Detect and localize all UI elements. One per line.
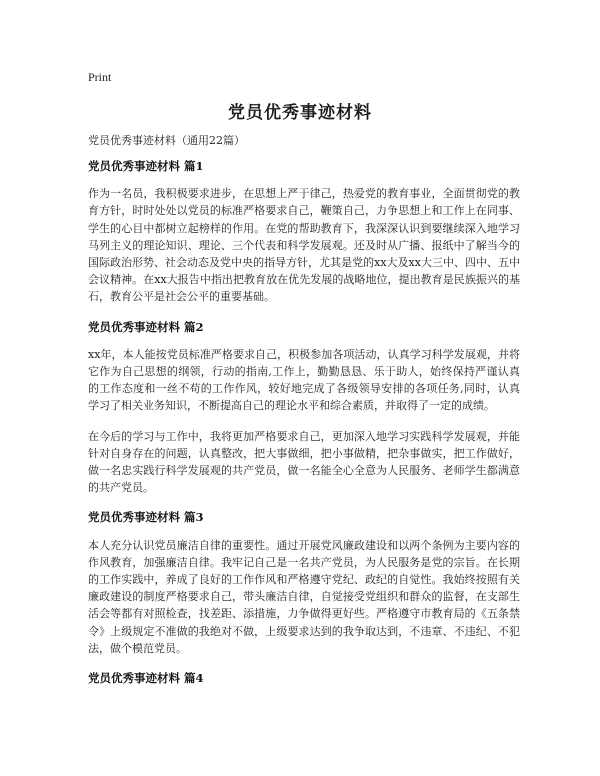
- print-label: Print: [88, 70, 112, 84]
- paragraph: xx年，本人能按党员标准严格要求自己，积极参加各项活动，认真学习科学发展观，并将它作为自己思想的纲领，行动的指南,工作上，勤勤恳恳、乐于助人，始终保持严谨认真的工作态度和一丝不苟的工作作风，较好地完成了各级领导安排的各项任务,同时，认真学习了相关业务知识，不断提高自己的理论水平和综合素质，并取得了一定的成绩。: [88, 347, 520, 413]
- section-heading: 党员优秀事迹材料 篇3: [88, 510, 204, 525]
- page-title: 党员优秀事迹材料: [228, 103, 372, 123]
- document-body: [88, 158, 520, 697]
- page-subtitle: 党员优秀事迹材料（通用22篇）: [88, 134, 245, 147]
- section-heading: 党员优秀事迹材料 篇4: [88, 671, 204, 686]
- paragraph: 本人充分认识党员廉洁自律的重要性。通过开展党风廉政建设和以两个条例为主要内容的作风教育，加强廉洁自律。我牢记自己是一名共产党员，为人民服务是党的宗旨。在长期的工作实践中，养成了良好的工作作风和严格遵守党纪、政纪的自觉性。我始终按照有关廉政建设的制度严格要求自己，带头廉洁自律，自觉接受党组织和群众的监督，在支部生活会等都有对照检查，找差距、添措施，力争做得更好些。严格遵守市教育局的《五条禁令》上级规定不准做的我绝对不做，上级要求达到的我争取达到，不违章、不违纪、不犯法，做个模范党员。: [88, 538, 520, 655]
- section-heading: 党员优秀事迹材料 篇1: [88, 159, 204, 173]
- section-heading: 党员优秀事迹材料 篇2: [88, 319, 204, 334]
- paragraph: 作为一名员，我积极要求进步，在思想上严于律己，热爱党的教育事业，全面贯彻党的教育方针，时时处处以党员的标准严格要求自己，鞭策自己，力争思想上和工作上在同事、学生的心目中都树立起榜样的作用。在党的帮助教育下，我深深认识到要继续深入地学习马列主义的理论知识、理论、三个代表和科学发展观。还及时从广播、报纸中了解当今的国际政治形势、社会动态及党中央的指导方针，尤其是党的xx大及xx大三中、四中、五中会议精神。在xx大报告中指出把教育放在优先发展的战略地位，提出教育是民族振兴的基石，教育公平是社会公平的重要基础。: [88, 187, 520, 304]
- paragraph: 在今后的学习与工作中，我将更加严格要求自己，更加深入地学习实践科学发展观，并能针对自身存在的问题，认真整改，把大事做细，把小事做精，把杂事做实，把工作做好，做一名忠实践行科学发展观的共产党员，做一名能全心全意为人民服务、老师学生都满意的共产党员。: [88, 429, 520, 495]
